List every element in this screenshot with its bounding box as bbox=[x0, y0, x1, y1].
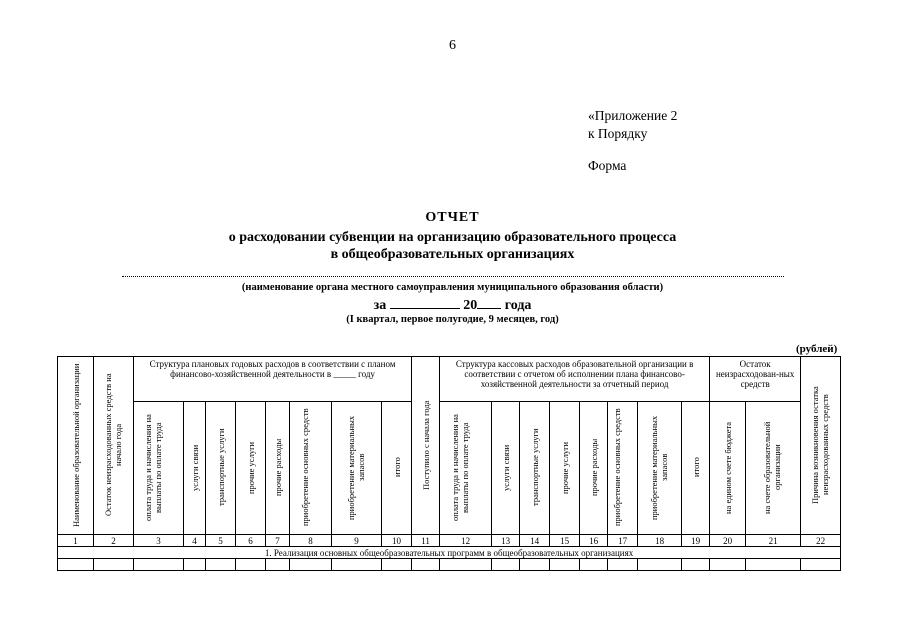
table-cell[interactable] bbox=[608, 559, 638, 571]
report-title: ОТЧЕТ bbox=[425, 210, 480, 225]
page-number: 6 bbox=[449, 38, 456, 53]
table-cell[interactable] bbox=[134, 559, 184, 571]
table-cell[interactable] bbox=[492, 559, 520, 571]
plan-fixed-assets: приобретение основных средств bbox=[290, 402, 332, 535]
plan-group-header: Структура плановых годовых расходов в соответствии с планом финансово-хозяйственной деятельности в _____ году bbox=[134, 357, 412, 402]
cash-comm: услуги связи bbox=[492, 402, 520, 535]
plan-other-services: прочие услуги bbox=[236, 402, 266, 535]
cash-other-services: прочие услуги bbox=[550, 402, 580, 535]
col-number: 6 bbox=[236, 535, 266, 547]
period-suffix: года bbox=[504, 298, 532, 313]
section-1-row: 1. Реализация основных общеобразовательных программ в общеобразовательных организациях bbox=[58, 547, 841, 559]
period-prefix: за bbox=[373, 298, 387, 313]
table-cell[interactable] bbox=[94, 559, 134, 571]
table-cell[interactable] bbox=[746, 559, 801, 571]
col-org-name: Наименование образовательной организации bbox=[58, 357, 94, 535]
table-cell[interactable] bbox=[710, 559, 746, 571]
col-received: Поступило с начала года bbox=[412, 357, 440, 535]
table-cell[interactable] bbox=[266, 559, 290, 571]
cash-transport: транспортные услуги bbox=[520, 402, 550, 535]
table-cell[interactable] bbox=[290, 559, 332, 571]
col-number: 5 bbox=[206, 535, 236, 547]
period-blank bbox=[390, 296, 460, 309]
table-cell[interactable] bbox=[550, 559, 580, 571]
plan-other-expenses: прочие расходы bbox=[266, 402, 290, 535]
org-name-line bbox=[122, 276, 784, 277]
form-label: Форма bbox=[588, 158, 627, 173]
cash-other-expenses: прочие расходы bbox=[580, 402, 608, 535]
col-number: 20 bbox=[710, 535, 746, 547]
col-number: 4 bbox=[184, 535, 206, 547]
appendix-line1: «Приложение 2 bbox=[588, 108, 678, 123]
period-year: 20 bbox=[463, 298, 478, 313]
org-caption: (наименование органа местного самоуправления муниципального образования области) bbox=[241, 282, 664, 293]
col-number: 14 bbox=[520, 535, 550, 547]
cash-fixed-assets: приобретение основных средств bbox=[608, 402, 638, 535]
col-number: 18 bbox=[638, 535, 682, 547]
table-cell[interactable] bbox=[58, 559, 94, 571]
balance-single-account: на едином счете бюджета bbox=[710, 402, 746, 535]
table-cell[interactable] bbox=[412, 559, 440, 571]
col-number: 10 bbox=[382, 535, 412, 547]
empty-data-row bbox=[58, 559, 841, 571]
appendix-label bbox=[588, 107, 677, 143]
report-subtitle-line1: о расходовании субвенции на организацию образовательного процесса bbox=[228, 230, 677, 245]
cash-group-header: Структура кассовых расходов образовательной организации в соответствии с отчетом об исполнении плана финансово-хозяйственной деятельности за отчетный период bbox=[440, 357, 710, 402]
col-number: 21 bbox=[746, 535, 801, 547]
balance-org-account: на счете образовательной организации bbox=[746, 402, 801, 535]
col-number: 1 bbox=[58, 535, 94, 547]
col-number: 22 bbox=[801, 535, 841, 547]
col-opening-balance: Остаток неизрасходованных средств на начало года bbox=[94, 357, 134, 535]
col-number: 11 bbox=[412, 535, 440, 547]
table-cell[interactable] bbox=[440, 559, 492, 571]
col-number: 16 bbox=[580, 535, 608, 547]
cash-total: итого bbox=[682, 402, 710, 535]
cash-inventory: приобретение материальных запасов bbox=[638, 402, 682, 535]
report-table bbox=[57, 356, 841, 571]
cash-labor: оплата труда и начисления на выплаты по оплате труда bbox=[440, 402, 492, 535]
table-cell[interactable] bbox=[580, 559, 608, 571]
table-cell[interactable] bbox=[184, 559, 206, 571]
plan-total: итого bbox=[382, 402, 412, 535]
period-line bbox=[0, 296, 905, 314]
col-number: 9 bbox=[332, 535, 382, 547]
table-cell[interactable] bbox=[332, 559, 382, 571]
col-number: 2 bbox=[94, 535, 134, 547]
col-number: 19 bbox=[682, 535, 710, 547]
col-number: 15 bbox=[550, 535, 580, 547]
col-number: 3 bbox=[134, 535, 184, 547]
table-cell[interactable] bbox=[206, 559, 236, 571]
balance-group-header: Остаток неизрасходован-ных средств bbox=[710, 357, 801, 402]
units-label: (рублей) bbox=[796, 343, 838, 355]
col-number: 17 bbox=[608, 535, 638, 547]
plan-comm: услуги связи bbox=[184, 402, 206, 535]
appendix-line2: к Порядку bbox=[588, 126, 648, 141]
col-number: 12 bbox=[440, 535, 492, 547]
col-number: 7 bbox=[266, 535, 290, 547]
col-balance-reason: Причина возникновения остатка неизрасходованных средств bbox=[801, 357, 841, 535]
table-cell[interactable] bbox=[801, 559, 841, 571]
col-number: 13 bbox=[492, 535, 520, 547]
table-cell[interactable] bbox=[682, 559, 710, 571]
plan-transport: транспортные услуги bbox=[206, 402, 236, 535]
table-cell[interactable] bbox=[382, 559, 412, 571]
column-number-row bbox=[58, 535, 841, 547]
plan-labor: оплата труда и начисления на выплаты по оплате труда bbox=[134, 402, 184, 535]
table-cell[interactable] bbox=[638, 559, 682, 571]
table-cell[interactable] bbox=[520, 559, 550, 571]
table-cell[interactable] bbox=[236, 559, 266, 571]
year-blank bbox=[477, 296, 501, 309]
quarter-caption: (I квартал, первое полугодие, 9 месяцев, год) bbox=[346, 314, 559, 325]
report-subtitle-line2: в общеобразовательных организациях bbox=[330, 247, 575, 262]
col-number: 8 bbox=[290, 535, 332, 547]
plan-inventory: приобретение материальных запасов bbox=[332, 402, 382, 535]
